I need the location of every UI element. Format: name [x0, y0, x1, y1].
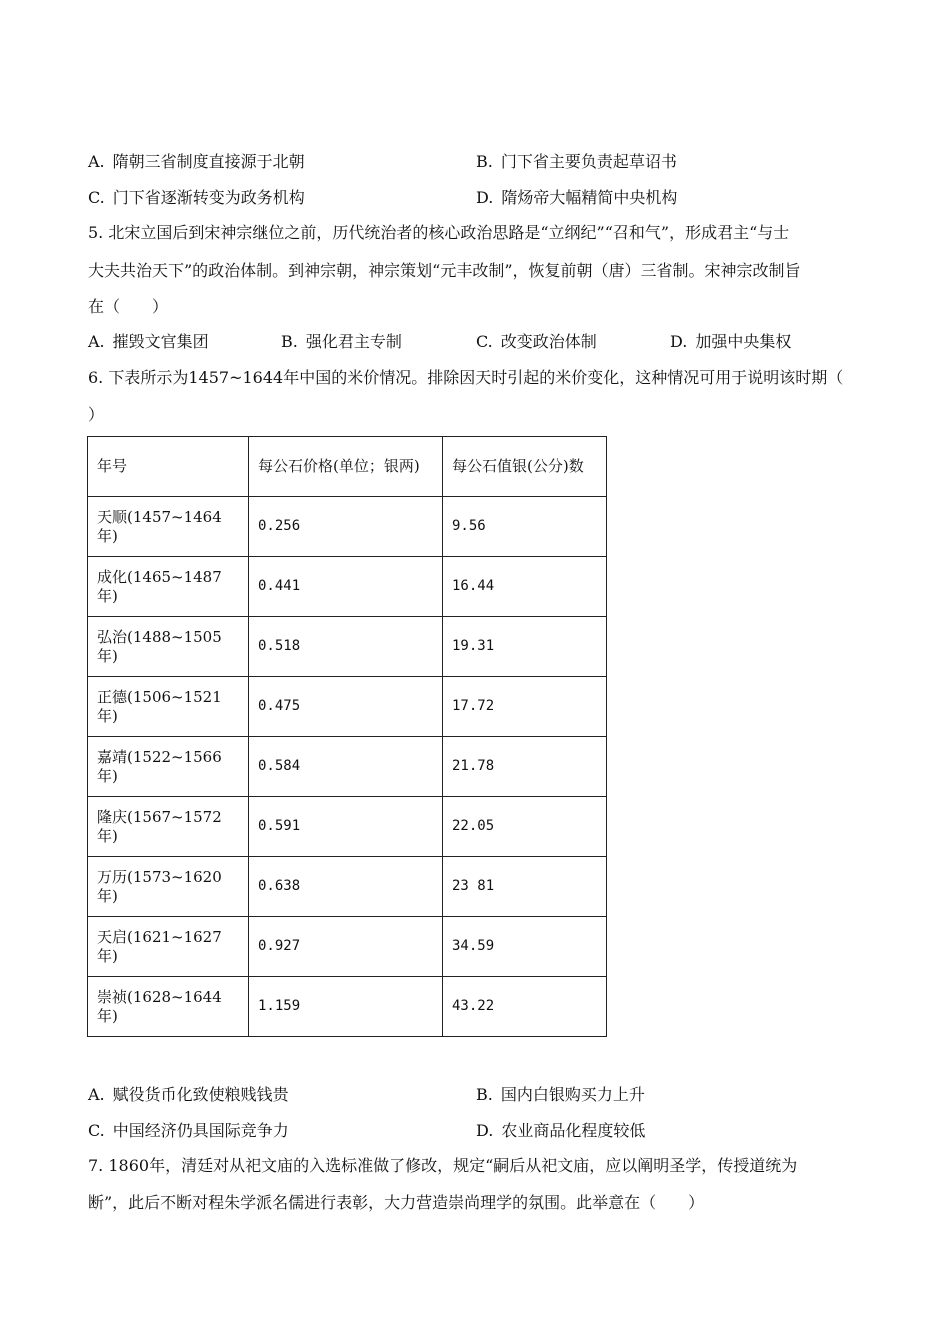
table-row: [88, 617, 607, 677]
q5-stem-line-1: 5. 北宋立国后到宋神宗继位之前，历代统治者的核心政治思路是“立纲纪”“召和气”，形成君主“与士: [88, 223, 790, 242]
table-row: [88, 917, 607, 977]
q4-option-b-text: 门下省主要负责起草诏书: [500, 152, 677, 171]
q6-option-a[interactable]: [88, 1084, 289, 1106]
q7-stem-line-2: 断”，此后不断对程朱学派名儒进行表彰，大力营造崇尚理学的氛围。此举意在（ ）: [88, 1193, 705, 1212]
era-cell: 天顺(1457~1464年): [88, 497, 249, 557]
header-cell-price: 每公石价格(单位；银两): [249, 437, 443, 497]
silver-cell: 34.59: [443, 917, 607, 977]
q5-option-b[interactable]: [281, 331, 402, 353]
price-cell: 0.518: [249, 617, 443, 677]
q5-option-d-label: D.: [670, 332, 688, 351]
silver-cell: 19.31: [443, 617, 607, 677]
rice-price-table: [87, 436, 607, 1037]
era-cell: 天启(1621~1627年): [88, 917, 249, 977]
q6-option-c[interactable]: [88, 1120, 289, 1142]
q6-option-a-text: 赋役货币化致使粮贱钱贵: [112, 1085, 289, 1104]
price-cell: 0.475: [249, 677, 443, 737]
era-cell: 崇祯(1628~1644年): [88, 977, 249, 1037]
q5-option-a-label: A.: [88, 332, 105, 351]
silver-cell: 16.44: [443, 557, 607, 617]
q4-option-b-label: B.: [476, 152, 493, 171]
era-cell: 成化(1465~1487年): [88, 557, 249, 617]
q6-option-a-label: A.: [88, 1085, 105, 1104]
q4-option-a[interactable]: [88, 151, 305, 173]
era-cell: 万历(1573~1620年): [88, 857, 249, 917]
table-row: [88, 857, 607, 917]
price-cell: 0.584: [249, 737, 443, 797]
silver-cell: 43.22: [443, 977, 607, 1037]
price-cell: 0.591: [249, 797, 443, 857]
price-cell: 0.441: [249, 557, 443, 617]
q5-option-a[interactable]: [88, 331, 209, 353]
price-cell: 0.927: [249, 917, 443, 977]
q6-option-b-text: 国内白银购买力上升: [500, 1085, 645, 1104]
q6-stem-line-1: 6. 下表所示为1457~1644年中国的米价情况。排除因天时引起的米价变化，这种情况可用于说明该时期（: [88, 368, 844, 387]
silver-cell: 23 81: [443, 857, 607, 917]
q6-option-c-label: C.: [88, 1121, 105, 1140]
q6-option-d[interactable]: [476, 1120, 645, 1142]
q6-option-b-label: B.: [476, 1085, 493, 1104]
q5-stem-line-2: 大夫共治天下”的政治体制。到神宗朝，神宗策划“元丰改制”，恢复前朝（唐）三省制。宋神宗改制旨: [88, 261, 801, 280]
q5-option-c-label: C.: [476, 332, 493, 351]
q5-option-d-text: 加强中央集权: [695, 332, 792, 351]
silver-cell: 9.56: [443, 497, 607, 557]
era-cell: 嘉靖(1522~1566年): [88, 737, 249, 797]
q5-option-c-text: 改变政治体制: [500, 332, 597, 351]
era-cell: 隆庆(1567~1572年): [88, 797, 249, 857]
q4-option-d[interactable]: [476, 187, 677, 209]
silver-cell: 17.72: [443, 677, 607, 737]
q6-stem-line-2: ）: [88, 405, 105, 424]
q4-option-c[interactable]: [88, 187, 305, 209]
q5-option-b-text: 强化君主专制: [305, 332, 402, 351]
q5-option-c[interactable]: [476, 331, 597, 353]
silver-cell: 21.78: [443, 737, 607, 797]
table-row: [88, 797, 607, 857]
table-row: [88, 737, 607, 797]
header-cell-silver: 每公石值银(公分)数: [443, 437, 607, 497]
q4-option-c-label: C.: [88, 188, 105, 207]
q5-stem-line-3: 在（ ）: [88, 297, 169, 316]
q6-option-c-text: 中国经济仍具国际竞争力: [112, 1121, 289, 1140]
price-cell: 1.159: [249, 977, 443, 1037]
q6-option-b[interactable]: [476, 1084, 645, 1106]
era-cell: 正德(1506~1521年): [88, 677, 249, 737]
price-cell: 0.638: [249, 857, 443, 917]
table-row: [88, 497, 607, 557]
q4-option-d-text: 隋炀帝大幅精简中央机构: [501, 188, 678, 207]
table-row: [88, 557, 607, 617]
q6-option-d-label: D.: [476, 1121, 494, 1140]
q5-option-d[interactable]: [670, 331, 791, 353]
price-cell: 0.256: [249, 497, 443, 557]
q4-option-c-text: 门下省逐渐转变为政务机构: [112, 188, 305, 207]
q7-stem-line-1: 7. 1860年，清廷对从祀文庙的入选标准做了修改，规定“嗣后从祀文庙，应以阐明圣学，传授道统为: [88, 1156, 798, 1175]
q4-option-b[interactable]: [476, 151, 677, 173]
era-cell: 弘治(1488~1505年): [88, 617, 249, 677]
q6-option-d-text: 农业商品化程度较低: [501, 1121, 646, 1140]
q5-option-b-label: B.: [281, 332, 298, 351]
silver-cell: 22.05: [443, 797, 607, 857]
q4-option-d-label: D.: [476, 188, 494, 207]
q4-option-a-label: A.: [88, 152, 105, 171]
q5-option-a-text: 摧毁文官集团: [112, 332, 209, 351]
table-row: [88, 977, 607, 1037]
q4-option-a-text: 隋朝三省制度直接源于北朝: [112, 152, 305, 171]
table-header-row: [88, 437, 607, 497]
table-row: [88, 677, 607, 737]
header-cell-era: 年号: [88, 437, 249, 497]
